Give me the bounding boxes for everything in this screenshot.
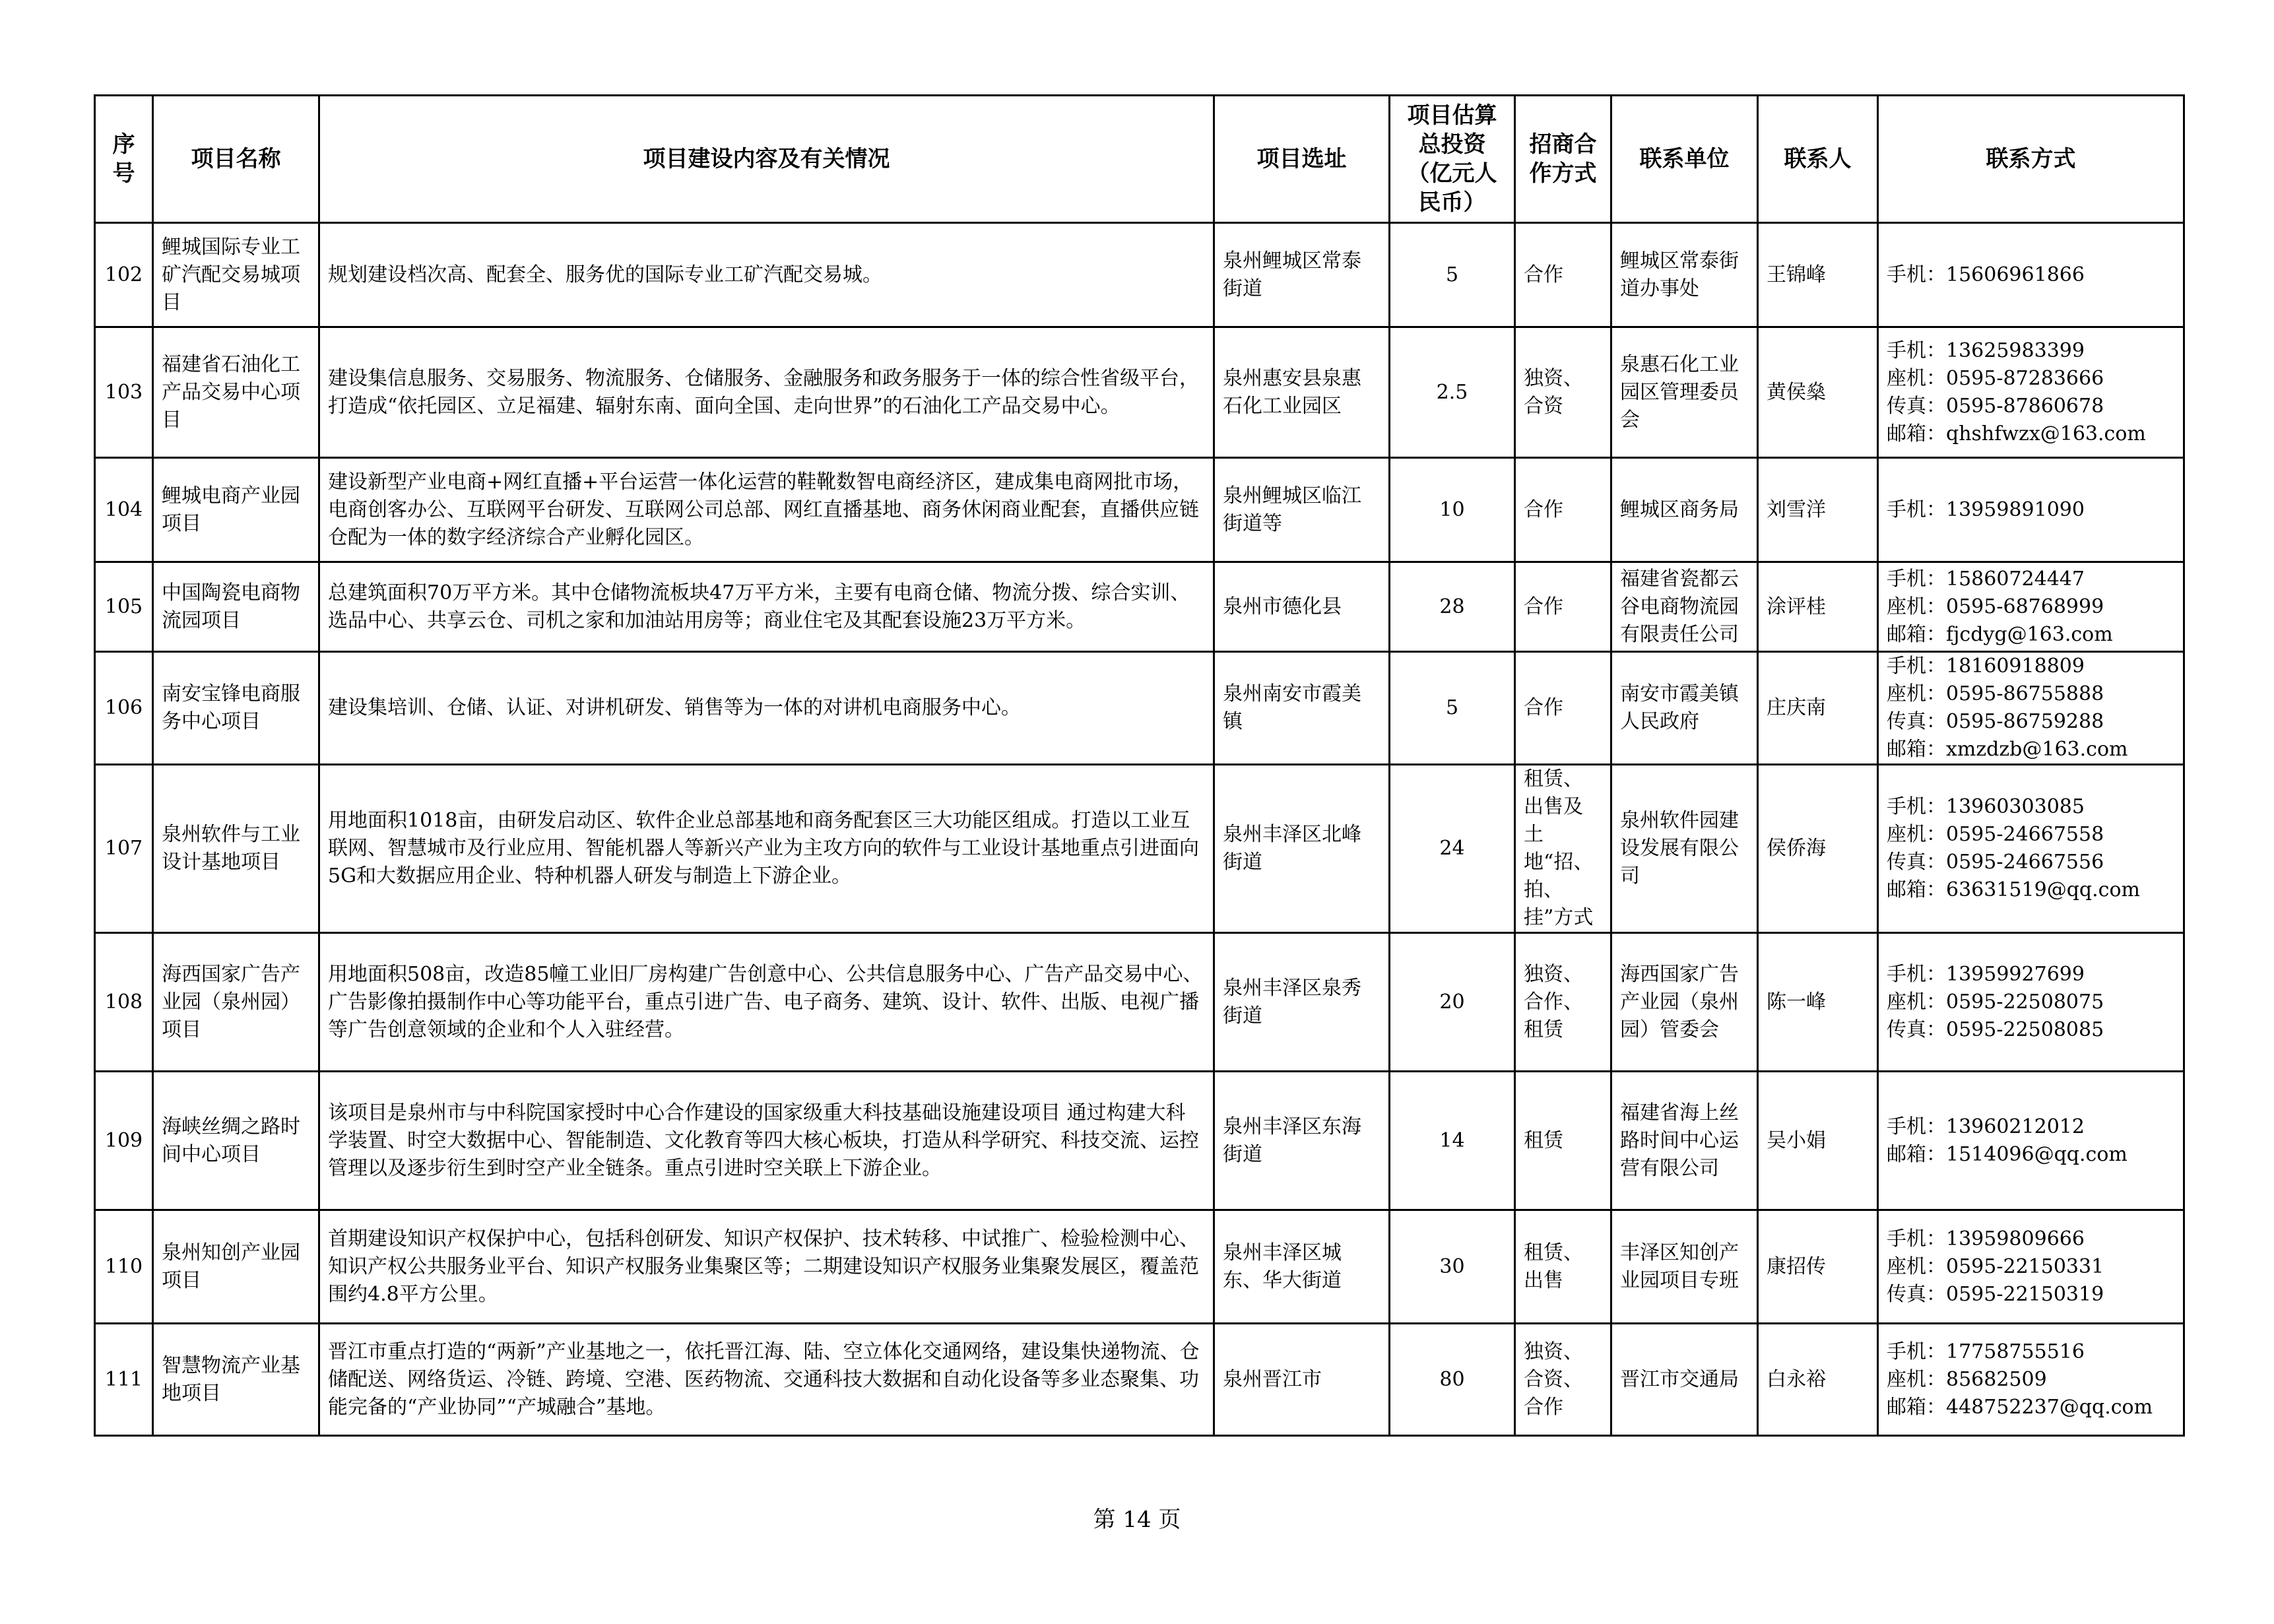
table-row — [95, 933, 2184, 1072]
contact-line: 手机：18160918809 — [1887, 655, 2085, 678]
contact-unit: 福建省瓷都云谷电商物流园有限责任公司 — [1611, 562, 1758, 652]
contact-line: 手机：13959927699 — [1887, 962, 2085, 986]
contact-line: 座机：0595-86755888 — [1887, 682, 2104, 705]
project-content: 用地面积508亩，改造85幢工业旧厂房构建广告创意中心、公共信息服务中心、广告产品交易中心、广告影像拍摄制作中心等功能平台，重点引进广告、电子商务、建筑、设计、软件、出版、电视广播等广告创意领域的企业和个人入驻经营。 — [319, 933, 1214, 1072]
contact-line: 手机：13960212012 — [1887, 1115, 2085, 1138]
table-row — [95, 1072, 2184, 1210]
contact-person: 刘雪洋 — [1758, 458, 1878, 562]
row-number: 105 — [95, 562, 153, 652]
contact-person: 康招传 — [1758, 1210, 1878, 1324]
cooperation-mode: 租赁、出售及土地“招、拍、挂”方式 — [1515, 765, 1611, 933]
cooperation-mode: 独资、合作、租赁 — [1515, 933, 1611, 1072]
project-investment: 24 — [1390, 765, 1515, 933]
contact-line: 邮箱：xmzdzb@163.com — [1887, 738, 2128, 761]
table-row — [95, 652, 2184, 765]
cooperation-mode: 独资、合资、合作 — [1515, 1324, 1611, 1436]
contact-line: 传真：0595-86759288 — [1887, 710, 2104, 733]
project-content: 该项目是泉州市与中科院国家授时中心合作建设的国家级重大科技基础设施建设项目 通过构建大科学装置、时空大数据中心、智能制造、文化教育等四大核心板块，打造从科学研究、科技交流、运控管理以及逐步衍生到时空产业全链条。重点引进时空关联上下游企业。 — [319, 1072, 1214, 1210]
table-row — [95, 223, 2184, 327]
project-content: 用地面积1018亩，由研发启动区、软件企业总部基地和商务配套区三大功能区组成。打造以工业互联网、智慧城市及行业应用、智能机器人等新兴产业为主攻方向的软件与工业设计基地重点引进面向5G和大数据应用企业、特种机器人研发与制造上下游企业。 — [319, 765, 1214, 933]
contact-unit: 海西国家广告产业园（泉州园）管委会 — [1611, 933, 1758, 1072]
contact-info — [1878, 652, 2184, 765]
contact-line: 传真：0595-22150319 — [1887, 1282, 2104, 1306]
contact-person: 涂评桂 — [1758, 562, 1878, 652]
contact-line: 传真：0595-24667556 — [1887, 851, 2104, 874]
project-investment: 80 — [1390, 1324, 1515, 1436]
contact-line: 手机：15860724447 — [1887, 567, 2085, 591]
row-number: 103 — [95, 327, 153, 458]
contact-line: 座机：0595-87283666 — [1887, 366, 2104, 390]
header-person: 联系人 — [1758, 96, 1878, 223]
cooperation-mode: 租赁 — [1515, 1072, 1611, 1210]
page-number: 第 14 页 — [1093, 1507, 1181, 1533]
contact-unit: 泉州软件园建设发展有限公司 — [1611, 765, 1758, 933]
contact-person: 黄侯燊 — [1758, 327, 1878, 458]
contact-unit: 泉惠石化工业园区管理委员会 — [1611, 327, 1758, 458]
row-number: 106 — [95, 652, 153, 765]
contact-line: 传真：0595-22508085 — [1887, 1018, 2104, 1041]
contact-info — [1878, 562, 2184, 652]
project-investment: 30 — [1390, 1210, 1515, 1324]
project-table — [94, 94, 2185, 1437]
header-content: 项目建设内容及有关情况 — [319, 96, 1214, 223]
project-name: 鲤城电商产业园项目 — [153, 458, 319, 562]
project-investment: 5 — [1390, 223, 1515, 327]
row-number: 110 — [95, 1210, 153, 1324]
project-content: 建设新型产业电商+网红直播+平台运营一体化运营的鞋靴数智电商经济区，建成集电商网批市场，电商创客办公、互联网平台研发、互联网公司总部、网红直播基地、商务休闲商业配套，直播供应链仓配为一体的数字经济综合产业孵化园区。 — [319, 458, 1214, 562]
project-content: 总建筑面积70万平方米。其中仓储物流板块47万平方米，主要有电商仓储、物流分拨、综合实训、选品中心、共享云仓、司机之家和加油站用房等；商业住宅及其配套设施23万平方米。 — [319, 562, 1214, 652]
contact-person: 陈一峰 — [1758, 933, 1878, 1072]
contact-info — [1878, 223, 2184, 327]
project-name: 鲤城国际专业工矿汽配交易城项目 — [153, 223, 319, 327]
contact-unit: 鲤城区常泰街道办事处 — [1611, 223, 1758, 327]
project-site: 泉州鲤城区临江街道等 — [1214, 458, 1390, 562]
cooperation-mode: 租赁、出售 — [1515, 1210, 1611, 1324]
header-contact: 联系方式 — [1878, 96, 2184, 223]
contact-person: 白永裕 — [1758, 1324, 1878, 1436]
project-investment: 2.5 — [1390, 327, 1515, 458]
project-name: 泉州知创产业园项目 — [153, 1210, 319, 1324]
contact-unit: 晋江市交通局 — [1611, 1324, 1758, 1436]
project-site: 泉州晋江市 — [1214, 1324, 1390, 1436]
contact-line: 座机：85682509 — [1887, 1367, 2047, 1391]
table-row — [95, 327, 2184, 458]
contact-line: 邮箱：1514096@qq.com — [1887, 1142, 2128, 1166]
project-site: 泉州丰泽区城东、华大街道 — [1214, 1210, 1390, 1324]
cooperation-mode: 合作 — [1515, 458, 1611, 562]
contact-line: 手机：13625983399 — [1887, 339, 2085, 362]
project-content: 建设集信息服务、交易服务、物流服务、仓储服务、金融服务和政务服务于一体的综合性省级平台，打造成“依托园区、立足福建、辐射东南、面向全国、走向世界”的石油化工产品交易中心。 — [319, 327, 1214, 458]
project-name: 泉州软件与工业设计基地项目 — [153, 765, 319, 933]
project-name: 海峡丝绸之路时间中心项目 — [153, 1072, 319, 1210]
contact-info — [1878, 765, 2184, 933]
project-site: 泉州鲤城区常泰街道 — [1214, 223, 1390, 327]
contact-line: 座机：0595-68768999 — [1887, 595, 2104, 618]
contact-person: 侯侨海 — [1758, 765, 1878, 933]
contact-info — [1878, 933, 2184, 1072]
row-number: 109 — [95, 1072, 153, 1210]
project-name: 海西国家广告产业园（泉州园）项目 — [153, 933, 319, 1072]
row-number: 104 — [95, 458, 153, 562]
row-number: 108 — [95, 933, 153, 1072]
contact-line: 邮箱：fjcdyg@163.com — [1887, 622, 2113, 646]
contact-info — [1878, 1072, 2184, 1210]
contact-person: 庄庆南 — [1758, 652, 1878, 765]
cooperation-mode: 合作 — [1515, 652, 1611, 765]
contact-line: 邮箱：qhshfwzx@163.com — [1887, 422, 2146, 445]
project-site: 泉州丰泽区北峰街道 — [1214, 765, 1390, 933]
contact-line: 手机：13960303085 — [1887, 795, 2085, 818]
project-site: 泉州丰泽区泉秀街道 — [1214, 933, 1390, 1072]
contact-info — [1878, 458, 2184, 562]
project-content: 建设集培训、仓储、认证、对讲机研发、销售等为一体的对讲机电商服务中心。 — [319, 652, 1214, 765]
project-name: 中国陶瓷电商物流园项目 — [153, 562, 319, 652]
project-content: 规划建设档次高、配套全、服务优的国际专业工矿汽配交易城。 — [319, 223, 1214, 327]
header-no: 序号 — [95, 96, 153, 223]
contact-info — [1878, 1210, 2184, 1324]
project-investment: 10 — [1390, 458, 1515, 562]
contact-person: 吴小娟 — [1758, 1072, 1878, 1210]
contact-info — [1878, 327, 2184, 458]
contact-line: 座机：0595-22508075 — [1887, 990, 2104, 1014]
cooperation-mode: 合作 — [1515, 223, 1611, 327]
contact-info — [1878, 1324, 2184, 1436]
table-row — [95, 765, 2184, 933]
header-name: 项目名称 — [153, 96, 319, 223]
contact-unit: 鲤城区商务局 — [1611, 458, 1758, 562]
header-unit: 联系单位 — [1611, 96, 1758, 223]
contact-line: 座机：0595-22150331 — [1887, 1254, 2104, 1278]
project-name: 福建省石油化工产品交易中心项目 — [153, 327, 319, 458]
project-investment: 5 — [1390, 652, 1515, 765]
project-site: 泉州惠安县泉惠石化工业园区 — [1214, 327, 1390, 458]
table-row — [95, 458, 2184, 562]
header-site: 项目选址 — [1214, 96, 1390, 223]
contact-line: 邮箱：448752237@qq.com — [1887, 1395, 2153, 1419]
project-content: 首期建设知识产权保护中心，包括科创研发、知识产权保护、技术转移、中试推广、检验检测中心、知识产权公共服务业平台、知识产权服务业集聚区等；二期建设知识产权服务业集聚发展区，覆盖范围约4.8平方公里。 — [319, 1210, 1214, 1324]
header-mode: 招商合作方式 — [1515, 96, 1611, 223]
cooperation-mode: 合作 — [1515, 562, 1611, 652]
project-investment: 14 — [1390, 1072, 1515, 1210]
project-name: 南安宝锋电商服务中心项目 — [153, 652, 319, 765]
contact-line: 手机：13959891090 — [1887, 498, 2085, 521]
project-site: 泉州南安市霞美镇 — [1214, 652, 1390, 765]
project-name: 智慧物流产业基地项目 — [153, 1324, 319, 1436]
contact-line: 手机：13959809666 — [1887, 1227, 2085, 1250]
row-number: 107 — [95, 765, 153, 933]
project-investment: 20 — [1390, 933, 1515, 1072]
project-content: 晋江市重点打造的“两新”产业基地之一，依托晋江海、陆、空立体化交通网络，建设集快递物流、仓储配送、网络货运、冷链、跨境、空港、医药物流、交通科技大数据和自动化设备等多业态聚集、功能完备的“产业协同”“产城融合”基地。 — [319, 1324, 1214, 1436]
contact-line: 传真：0595-87860678 — [1887, 394, 2104, 418]
contact-line: 手机：15606961866 — [1887, 263, 2085, 286]
table-body — [95, 223, 2184, 1436]
project-site: 泉州丰泽区东海街道 — [1214, 1072, 1390, 1210]
contact-unit: 福建省海上丝路时间中心运营有限公司 — [1611, 1072, 1758, 1210]
table-row — [95, 562, 2184, 652]
contact-unit: 丰泽区知创产业园项目专班 — [1611, 1210, 1758, 1324]
header-row — [95, 96, 2184, 223]
contact-person: 王锦峰 — [1758, 223, 1878, 327]
contact-unit: 南安市霞美镇人民政府 — [1611, 652, 1758, 765]
header-investment: 项目估算总投资（亿元人民币） — [1390, 96, 1515, 223]
table-row — [95, 1210, 2184, 1324]
row-number: 111 — [95, 1324, 153, 1436]
table-row — [95, 1324, 2184, 1436]
cooperation-mode: 独资、合资 — [1515, 327, 1611, 458]
row-number: 102 — [95, 223, 153, 327]
contact-line: 邮箱：63631519@qq.com — [1887, 878, 2140, 901]
project-site: 泉州市德化县 — [1214, 562, 1390, 652]
contact-line: 手机：17758755516 — [1887, 1340, 2085, 1363]
project-investment: 28 — [1390, 562, 1515, 652]
contact-line: 座机：0595-24667558 — [1887, 823, 2104, 846]
